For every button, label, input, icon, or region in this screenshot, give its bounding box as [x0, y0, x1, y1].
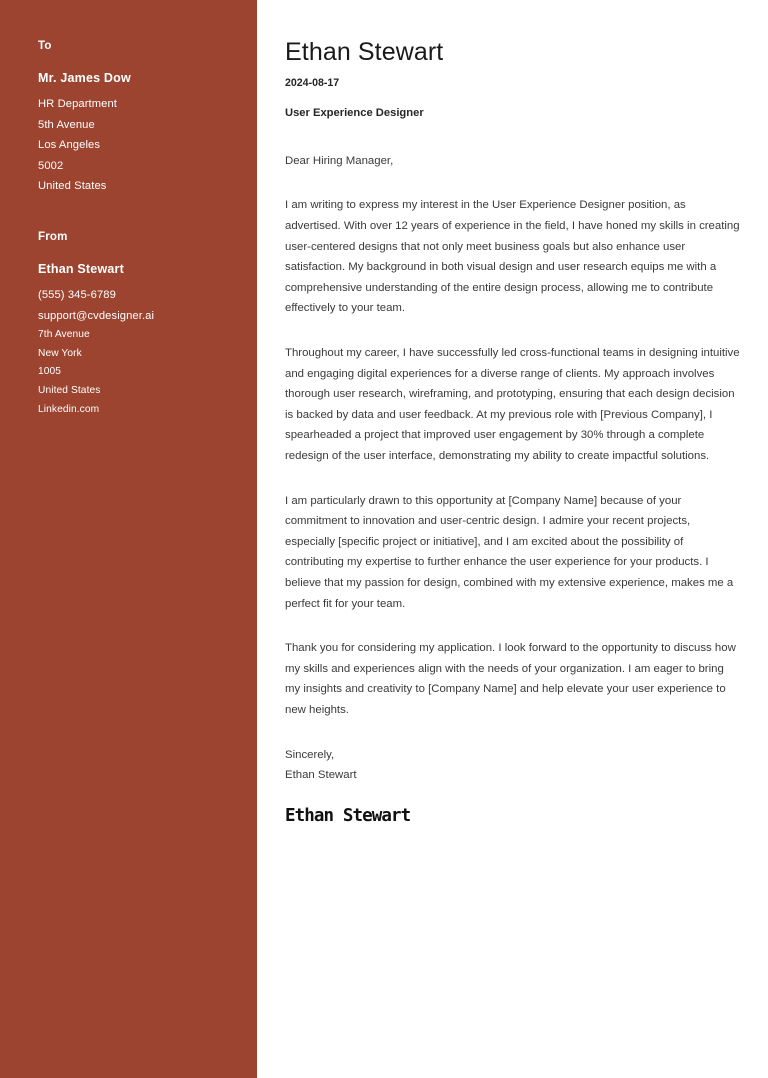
- to-heading: To: [38, 40, 52, 52]
- closing-block: [285, 745, 740, 786]
- letter-body: [257, 0, 768, 1078]
- closing-name: Ethan Stewart: [285, 769, 357, 782]
- recipient-line: HR Department: [38, 98, 118, 111]
- sender-name: Ethan Stewart: [38, 261, 124, 276]
- sender-email[interactable]: support@cvdesigner.ai: [38, 309, 155, 322]
- contact-sidebar: [0, 0, 257, 1078]
- closing-word: Sincerely,: [285, 748, 335, 761]
- salutation: Dear Hiring Manager,: [285, 154, 394, 167]
- sender-phone[interactable]: (555) 345-6789: [38, 289, 116, 301]
- recipient-line: Los Angeles: [38, 139, 101, 152]
- letter-paragraph: Thank you for considering my application. I look forward to the opportunity to discuss how my skills and experiences align with the needs of your organization. I am eager to bring my insights and creativity to [Company Name] and help elevate your user experience to new heights.: [285, 642, 736, 716]
- recipient-block: [38, 40, 237, 197]
- sender-line: New York: [38, 347, 82, 359]
- recipient-line: 5002: [38, 159, 64, 172]
- sender-line: United States: [38, 384, 101, 396]
- sender-linkedin[interactable]: Linkedin.com: [38, 403, 100, 415]
- sender-block: [38, 231, 237, 419]
- recipient-line: 5th Avenue: [38, 118, 95, 131]
- signature: Ethan Stewart: [285, 805, 411, 826]
- letter-paragraph: I am writing to express my interest in the User Experience Designer position, as advertised. With over 12 years of experience in the field, I have honed my skills in creating user-centered designs that not only meet business goals but also enhance user satisfaction. My background in both visual design and user research equips me with a comprehensive understanding of the entire design process, allowing me to contribute effectively to your team.: [285, 199, 740, 315]
- recipient-name: Mr. James Dow: [38, 70, 131, 85]
- letter-paragraph: Throughout my career, I have successfully led cross-functional teams in designing intuitive and engaging digital experiences for a diverse range of clients. My approach involves thorough user research, wireframing, and prototyping, ensuring that each design decision is backed by data and user feedback. At my previous role with [Previous Company], I spearheaded a project that improved user engagement by 30% through a complete redesign of the user interface, demonstrating my ability to create impactful solutions.: [285, 347, 740, 463]
- letter-date: 2024-08-17: [285, 76, 340, 89]
- letter-paragraph: I am particularly drawn to this opportunity at [Company Name] because of your commitment to innovation and user-centric design. I admire your recent projects, especially [specific project or initiative], and I am excited about the possibility of contributing my expertise to further enhance the user experience for your products. I believe that my passion for design, combined with my extensive experience, makes me a perfect fit for your team.: [285, 494, 734, 610]
- job-title: User Experience Designer: [285, 107, 424, 120]
- sender-line: 7th Avenue: [38, 329, 90, 341]
- page-title: Ethan Stewart: [285, 38, 444, 66]
- recipient-line: United States: [38, 180, 107, 193]
- from-heading: From: [38, 230, 68, 243]
- sender-line: 1005: [38, 366, 62, 378]
